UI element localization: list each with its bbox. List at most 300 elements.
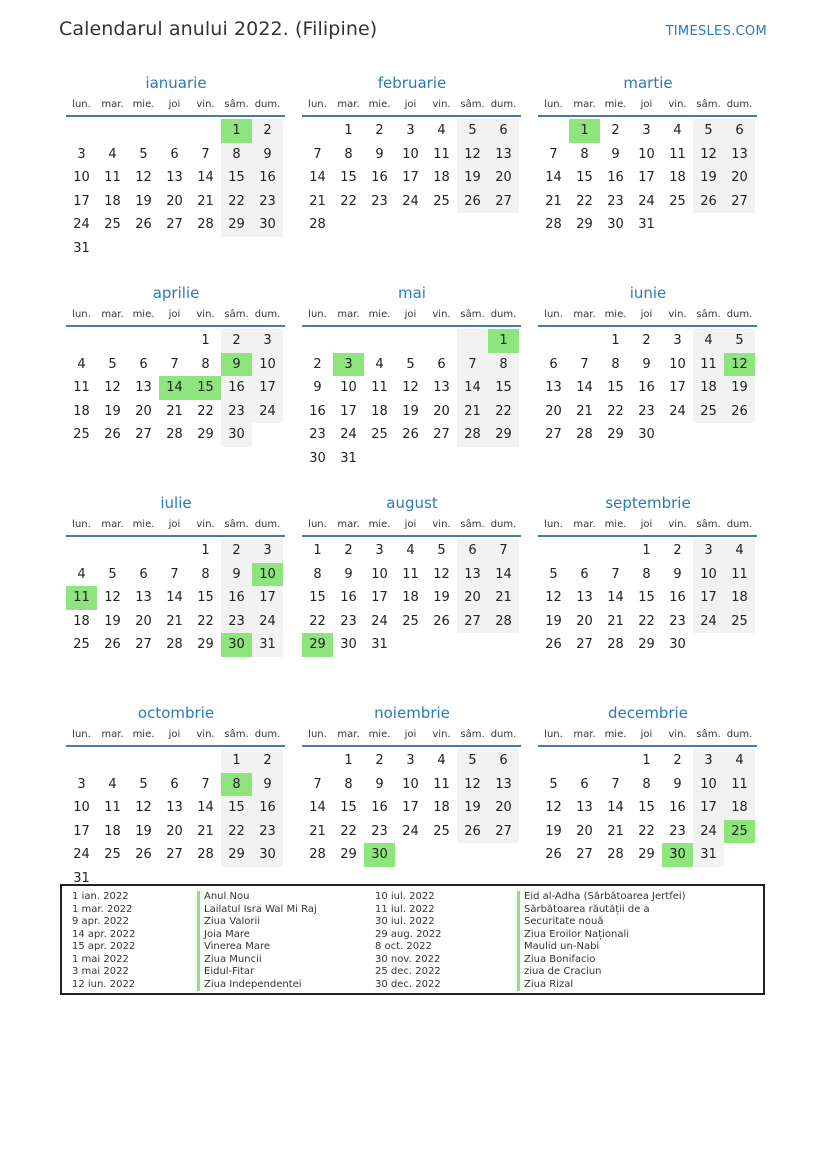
day-cell: 14 xyxy=(197,800,214,816)
day-cell: 19 xyxy=(135,823,152,839)
day-cell: 1 xyxy=(344,123,353,138)
empty-cell xyxy=(252,423,283,447)
holiday-name: Eidul-Fitar xyxy=(197,966,317,979)
empty-cell xyxy=(302,749,333,773)
day-cell: 16 xyxy=(669,800,686,816)
day-cell: 6 xyxy=(488,749,519,773)
weekday-label: mie. xyxy=(368,309,391,320)
day-cell: 26 xyxy=(433,613,450,629)
weekday-label: mie. xyxy=(132,99,155,110)
day-cell: 9 xyxy=(221,353,252,377)
day-grid xyxy=(66,329,286,447)
weekday-label: lun. xyxy=(308,309,327,320)
day-cell: 13 xyxy=(576,800,593,816)
day-cell: 7 xyxy=(201,146,210,162)
day-cell: 25 xyxy=(73,637,90,653)
legend-names-right xyxy=(517,891,686,991)
day-cell: 13 xyxy=(135,590,152,606)
day-cell: 26 xyxy=(545,637,562,653)
day-cell: 18 xyxy=(433,800,450,816)
holiday-date: 15 apr. 2022 xyxy=(72,941,136,952)
day-cell: 10 xyxy=(669,356,686,372)
day-cell: 2 xyxy=(344,543,353,558)
day-cell: 1 xyxy=(611,333,620,348)
weekday-label: dum. xyxy=(490,729,517,740)
day-cell: 28 xyxy=(197,217,214,233)
month-iunie xyxy=(538,280,758,490)
day-cell: 19 xyxy=(693,166,724,190)
day-cell: 18 xyxy=(402,590,419,606)
day-cell: 15 xyxy=(221,796,252,820)
day-cell: 20 xyxy=(488,796,519,820)
day-cell: 20 xyxy=(166,193,183,209)
day-cell: 10 xyxy=(340,380,357,396)
month-name: martie xyxy=(623,74,673,92)
weekday-header xyxy=(538,515,757,537)
day-cell: 26 xyxy=(457,820,488,844)
day-cell: 19 xyxy=(402,403,419,419)
holiday-date: 11 iul. 2022 xyxy=(375,903,435,915)
empty-cell xyxy=(457,213,488,237)
day-cell: 30 xyxy=(340,637,357,653)
day-cell: 28 xyxy=(607,637,624,653)
day-cell: 17 xyxy=(252,376,283,400)
day-cell: 26 xyxy=(457,190,488,214)
weekday-label: mie. xyxy=(604,729,627,740)
day-cell: 11 xyxy=(693,353,724,377)
day-cell: 21 xyxy=(545,193,562,209)
day-cell: 11 xyxy=(371,380,388,396)
holiday-name: Ziua Eroilor Naționali xyxy=(517,929,686,942)
empty-cell xyxy=(128,119,159,143)
day-grid xyxy=(538,119,758,237)
weekday-label: joi xyxy=(640,99,653,110)
day-cell: 10 xyxy=(638,146,655,162)
day-cell: 27 xyxy=(135,637,152,653)
day-cell: 24 xyxy=(693,820,724,844)
day-cell: 2 xyxy=(252,119,283,143)
day-cell: 26 xyxy=(402,427,419,443)
day-cell: 13 xyxy=(488,143,519,167)
day-cell: 4 xyxy=(108,776,117,792)
weekday-label: mar. xyxy=(573,729,596,740)
weekday-label: dum. xyxy=(726,729,753,740)
day-cell: 18 xyxy=(104,823,121,839)
empty-cell xyxy=(457,633,488,657)
weekday-label: mar. xyxy=(101,519,124,530)
empty-cell xyxy=(302,119,333,143)
day-cell: 15 xyxy=(197,590,214,606)
month-ianuarie xyxy=(66,70,286,280)
day-cell: 30 xyxy=(309,450,326,466)
day-cell: 16 xyxy=(638,380,655,396)
month-octombrie xyxy=(66,700,286,887)
weekday-label: dum. xyxy=(254,729,281,740)
empty-cell xyxy=(128,539,159,563)
day-cell: 24 xyxy=(693,610,724,634)
day-cell: 15 xyxy=(221,166,252,190)
legend-names-left xyxy=(197,891,317,991)
weekday-header xyxy=(538,305,757,327)
holiday-name: Vinerea Mare xyxy=(197,941,317,954)
day-cell: 30 xyxy=(607,217,624,233)
weekday-label: sâm. xyxy=(696,729,721,740)
weekday-label: vin. xyxy=(432,729,451,740)
day-cell: 17 xyxy=(371,590,388,606)
day-cell: 11 xyxy=(66,586,97,610)
month-name: mai xyxy=(398,284,426,302)
day-cell: 22 xyxy=(197,613,214,629)
day-cell: 13 xyxy=(724,143,755,167)
weekday-label: mie. xyxy=(368,729,391,740)
weekday-label: mar. xyxy=(337,729,360,740)
weekday-header xyxy=(302,725,521,747)
day-cell: 23 xyxy=(371,823,388,839)
weekday-label: vin. xyxy=(432,519,451,530)
day-cell: 6 xyxy=(580,566,589,582)
day-cell: 19 xyxy=(433,590,450,606)
empty-cell xyxy=(302,329,333,353)
day-cell: 7 xyxy=(170,566,179,582)
weekday-label: vin. xyxy=(432,99,451,110)
weekday-header xyxy=(66,305,285,327)
page-title: Calendarul anului 2022. (Filipine) xyxy=(59,18,378,40)
weekday-header xyxy=(538,95,757,117)
weekday-label: mar. xyxy=(101,99,124,110)
day-cell: 8 xyxy=(313,566,322,582)
day-cell: 13 xyxy=(433,380,450,396)
day-cell: 31 xyxy=(73,870,90,886)
day-cell: 16 xyxy=(669,590,686,606)
day-cell: 4 xyxy=(108,146,117,162)
day-cell: 3 xyxy=(673,333,682,348)
empty-cell xyxy=(457,843,488,867)
empty-cell xyxy=(159,119,190,143)
weekday-header xyxy=(302,305,521,327)
holiday-date: 30 nov. 2022 xyxy=(375,953,441,965)
weekday-label: dum. xyxy=(490,309,517,320)
day-cell: 26 xyxy=(693,190,724,214)
day-cell: 22 xyxy=(221,190,252,214)
day-cell: 31 xyxy=(73,240,90,256)
day-cell: 16 xyxy=(371,800,388,816)
holiday-date: 1 mar. 2022 xyxy=(72,903,133,915)
empty-cell xyxy=(693,423,724,447)
day-cell: 3 xyxy=(252,539,283,563)
day-cell: 13 xyxy=(576,590,593,606)
holiday-date: 10 iul. 2022 xyxy=(375,891,435,902)
empty-cell xyxy=(569,539,600,563)
day-cell: 9 xyxy=(673,776,682,792)
day-cell: 26 xyxy=(104,427,121,443)
day-cell: 19 xyxy=(457,796,488,820)
empty-cell xyxy=(724,633,755,657)
empty-cell xyxy=(488,213,519,237)
weekday-label: joi xyxy=(640,519,653,530)
day-cell: 18 xyxy=(371,403,388,419)
day-cell: 7 xyxy=(611,566,620,582)
day-cell: 1 xyxy=(569,119,600,143)
holiday-date: 14 apr. 2022 xyxy=(72,928,136,940)
day-cell: 16 xyxy=(371,170,388,186)
day-cell: 7 xyxy=(201,776,210,792)
day-cell: 14 xyxy=(309,800,326,816)
day-cell: 23 xyxy=(221,400,252,424)
weekday-label: mar. xyxy=(573,99,596,110)
day-cell: 31 xyxy=(638,217,655,233)
day-cell: 28 xyxy=(197,847,214,863)
day-cell: 15 xyxy=(340,800,357,816)
day-cell: 24 xyxy=(371,613,388,629)
day-cell: 28 xyxy=(457,423,488,447)
day-cell: 4 xyxy=(406,543,415,558)
day-cell: 15 xyxy=(638,590,655,606)
weekday-label: vin. xyxy=(668,519,687,530)
day-cell: 22 xyxy=(638,823,655,839)
day-cell: 9 xyxy=(611,146,620,162)
day-cell: 6 xyxy=(170,776,179,792)
weekday-label: sâm. xyxy=(696,519,721,530)
day-cell: 25 xyxy=(724,610,755,634)
day-cell: 14 xyxy=(545,170,562,186)
weekday-label: vin. xyxy=(196,519,215,530)
day-cell: 19 xyxy=(545,613,562,629)
day-cell: 12 xyxy=(457,143,488,167)
day-cell: 29 xyxy=(340,847,357,863)
day-cell: 17 xyxy=(402,800,419,816)
day-cell: 15 xyxy=(638,800,655,816)
weekday-label: mie. xyxy=(132,729,155,740)
day-cell: 23 xyxy=(371,193,388,209)
day-cell: 22 xyxy=(576,193,593,209)
day-cell: 19 xyxy=(135,193,152,209)
day-cell: 3 xyxy=(252,329,283,353)
day-cell: 25 xyxy=(724,820,755,844)
day-cell: 26 xyxy=(135,847,152,863)
day-cell: 18 xyxy=(73,613,90,629)
day-cell: 27 xyxy=(166,217,183,233)
holiday-date: 9 apr. 2022 xyxy=(72,916,130,927)
day-cell: 1 xyxy=(344,753,353,768)
day-cell: 26 xyxy=(104,637,121,653)
day-cell: 30 xyxy=(669,637,686,653)
day-cell: 31 xyxy=(340,450,357,466)
day-cell: 21 xyxy=(607,823,624,839)
day-cell: 1 xyxy=(201,333,210,348)
weekday-label: sâm. xyxy=(460,309,485,320)
day-cell: 27 xyxy=(545,427,562,443)
empty-cell xyxy=(190,749,221,773)
day-cell: 9 xyxy=(344,566,353,582)
empty-cell xyxy=(159,329,190,353)
day-cell: 27 xyxy=(724,190,755,214)
day-cell: 4 xyxy=(437,753,446,768)
day-cell: 17 xyxy=(73,193,90,209)
holiday-date: 1 mai 2022 xyxy=(72,953,129,965)
day-cell: 23 xyxy=(638,403,655,419)
day-cell: 24 xyxy=(73,847,90,863)
day-cell: 14 xyxy=(309,170,326,186)
weekday-label: mie. xyxy=(604,309,627,320)
weekday-label: dum. xyxy=(490,519,517,530)
day-cell: 11 xyxy=(433,776,450,792)
empty-cell xyxy=(66,329,97,353)
day-cell: 25 xyxy=(73,427,90,443)
day-cell: 18 xyxy=(433,170,450,186)
day-cell: 30 xyxy=(638,427,655,443)
weekday-label: joi xyxy=(404,729,417,740)
empty-cell xyxy=(538,119,569,143)
day-cell: 2 xyxy=(611,123,620,138)
empty-cell xyxy=(693,633,724,657)
day-cell: 28 xyxy=(309,217,326,233)
weekday-label: lun. xyxy=(308,99,327,110)
day-cell: 16 xyxy=(252,166,283,190)
day-cell: 20 xyxy=(433,403,450,419)
empty-cell xyxy=(97,119,128,143)
empty-cell xyxy=(221,237,252,261)
weekday-label: sâm. xyxy=(460,519,485,530)
day-cell: 21 xyxy=(457,400,488,424)
day-cell: 20 xyxy=(135,613,152,629)
day-cell: 23 xyxy=(607,193,624,209)
day-cell: 9 xyxy=(252,143,283,167)
day-cell: 20 xyxy=(135,403,152,419)
weekday-label: joi xyxy=(168,99,181,110)
weekday-label: joi xyxy=(640,309,653,320)
day-cell: 16 xyxy=(309,403,326,419)
holiday-date: 1 ian. 2022 xyxy=(72,891,129,902)
empty-cell xyxy=(600,539,631,563)
weekday-label: joi xyxy=(168,519,181,530)
weekday-label: sâm. xyxy=(224,729,249,740)
day-cell: 8 xyxy=(642,566,651,582)
day-cell: 7 xyxy=(170,356,179,372)
day-cell: 3 xyxy=(642,123,651,138)
day-cell: 21 xyxy=(166,403,183,419)
day-grid xyxy=(302,539,522,657)
day-cell: 10 xyxy=(252,563,283,587)
day-cell: 17 xyxy=(252,586,283,610)
day-cell: 28 xyxy=(545,217,562,233)
site-link[interactable]: TIMESLES.COM xyxy=(665,24,767,39)
day-cell: 18 xyxy=(724,586,755,610)
day-cell: 6 xyxy=(549,356,558,372)
day-cell: 28 xyxy=(607,847,624,863)
day-cell: 23 xyxy=(309,427,326,443)
day-cell: 29 xyxy=(221,843,252,867)
month-septembrie xyxy=(538,490,758,700)
day-cell: 11 xyxy=(724,773,755,797)
day-cell: 10 xyxy=(73,170,90,186)
weekday-label: mar. xyxy=(101,729,124,740)
empty-cell xyxy=(364,329,395,353)
day-cell: 8 xyxy=(580,146,589,162)
weekday-label: lun. xyxy=(544,309,563,320)
empty-cell xyxy=(662,423,693,447)
weekday-label: vin. xyxy=(196,99,215,110)
day-cell: 23 xyxy=(221,610,252,634)
day-cell: 3 xyxy=(693,539,724,563)
day-cell: 14 xyxy=(166,590,183,606)
day-cell: 10 xyxy=(371,566,388,582)
month-aprilie xyxy=(66,280,286,490)
day-cell: 29 xyxy=(302,633,333,657)
day-cell: 16 xyxy=(252,796,283,820)
day-cell: 15 xyxy=(309,590,326,606)
weekday-label: lun. xyxy=(544,729,563,740)
day-cell: 7 xyxy=(313,146,322,162)
day-cell: 4 xyxy=(77,566,86,582)
holiday-name: Securitate nouă xyxy=(517,916,686,929)
day-cell: 12 xyxy=(545,800,562,816)
month-noiembrie xyxy=(302,700,522,887)
day-cell: 29 xyxy=(638,847,655,863)
day-cell: 2 xyxy=(375,753,384,768)
weekday-label: mie. xyxy=(132,309,155,320)
empty-cell xyxy=(97,749,128,773)
empty-cell xyxy=(66,749,97,773)
day-cell: 27 xyxy=(433,427,450,443)
day-cell: 9 xyxy=(252,773,283,797)
empty-cell xyxy=(426,213,457,237)
day-cell: 28 xyxy=(166,637,183,653)
weekday-label: sâm. xyxy=(224,309,249,320)
day-cell: 25 xyxy=(402,613,419,629)
day-cell: 12 xyxy=(104,590,121,606)
holiday-name: Joia Mare xyxy=(197,929,317,942)
day-cell: 20 xyxy=(457,586,488,610)
day-cell: 3 xyxy=(375,543,384,558)
weekday-label: lun. xyxy=(72,309,91,320)
day-cell: 30 xyxy=(252,213,283,237)
weekday-label: dum. xyxy=(726,519,753,530)
weekday-label: lun. xyxy=(72,99,91,110)
day-cell: 22 xyxy=(221,820,252,844)
day-cell: 12 xyxy=(135,170,152,186)
day-cell: 6 xyxy=(170,146,179,162)
empty-cell xyxy=(693,213,724,237)
day-cell: 12 xyxy=(724,353,755,377)
day-cell: 5 xyxy=(457,749,488,773)
day-grid xyxy=(66,539,286,657)
day-cell: 5 xyxy=(549,566,558,582)
empty-cell xyxy=(97,539,128,563)
day-cell: 22 xyxy=(309,613,326,629)
weekday-label: mie. xyxy=(604,519,627,530)
weekday-label: vin. xyxy=(668,99,687,110)
day-cell: 24 xyxy=(252,400,283,424)
day-cell: 5 xyxy=(693,119,724,143)
day-cell: 8 xyxy=(221,773,252,797)
day-cell: 20 xyxy=(724,166,755,190)
day-cell: 9 xyxy=(673,566,682,582)
holiday-date: 30 dec. 2022 xyxy=(375,978,441,990)
day-cell: 1 xyxy=(221,119,252,143)
weekday-label: vin. xyxy=(196,309,215,320)
empty-cell xyxy=(252,237,283,261)
day-cell: 30 xyxy=(221,423,252,447)
day-cell: 24 xyxy=(669,403,686,419)
month-name: ianuarie xyxy=(145,74,207,92)
day-cell: 9 xyxy=(221,563,252,587)
day-cell: 8 xyxy=(611,356,620,372)
day-cell: 1 xyxy=(201,543,210,558)
weekday-label: mar. xyxy=(573,309,596,320)
empty-cell xyxy=(569,329,600,353)
empty-cell xyxy=(662,213,693,237)
day-cell: 5 xyxy=(139,776,148,792)
